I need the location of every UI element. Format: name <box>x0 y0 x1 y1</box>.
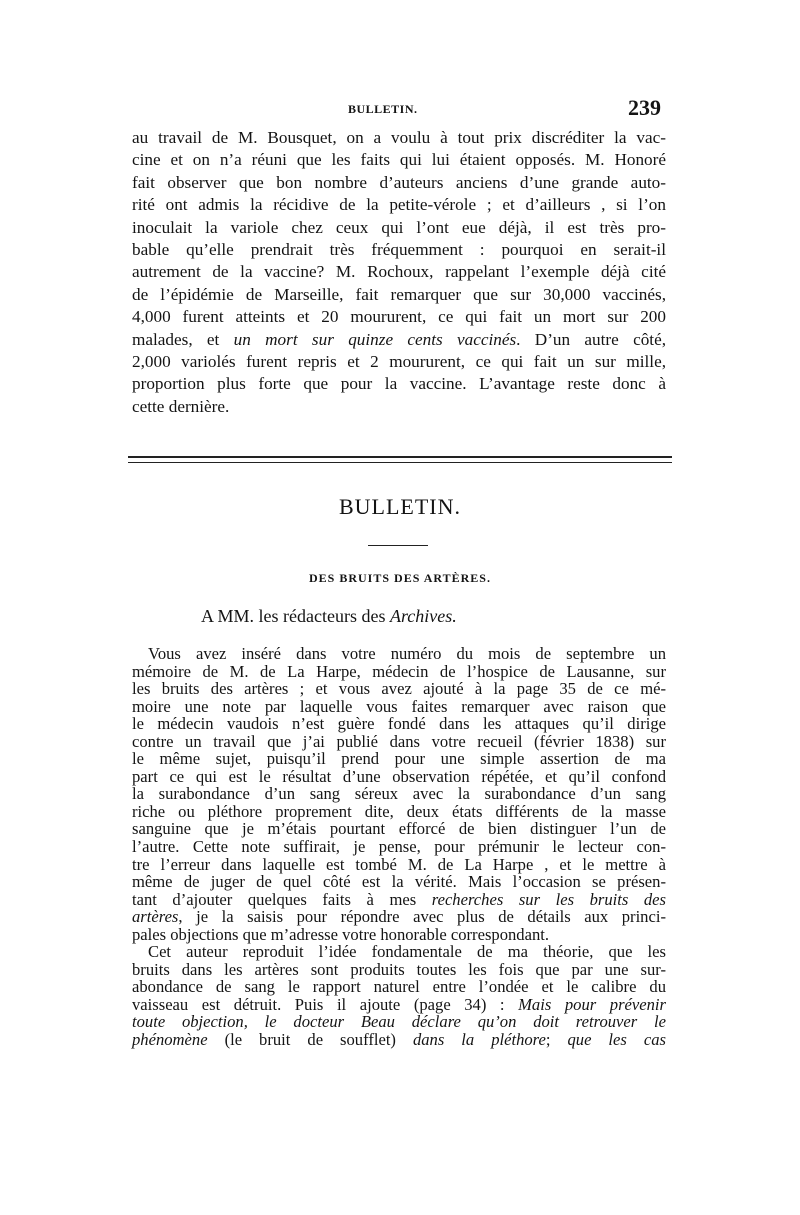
text-line: abondance de sang le rapport naturel entre l’ondée et le calibre du <box>132 977 666 997</box>
text-line: 2,000 variolés furent repris et 2 moururent, ce qui fait un sur mille, <box>132 351 666 371</box>
italic-phrase: Mais pour prévenir <box>518 994 666 1014</box>
text-line <box>132 329 666 351</box>
text-line: contre un travail que j’ai publié dans votre recueil (février 1838) sur <box>132 731 666 751</box>
italic-phrase: phénomène <box>132 1030 208 1050</box>
paragraph-continued <box>132 127 666 418</box>
text-line: pales objections que m’adresse votre honorable correspondant. <box>132 924 550 944</box>
text-line <box>132 908 666 926</box>
section-divider <box>128 456 672 463</box>
text-line <box>132 1013 666 1031</box>
text-line: mémoire de M. de La Harpe, médecin de l’hospice de Lausanne, sur <box>132 661 666 681</box>
text-line: moire une note par laquelle vous faites remarquer avec raison que <box>132 696 666 716</box>
text-line: proportion plus forte que pour la vaccine. L’avantage reste donc à <box>132 374 666 394</box>
text-line: l’autre. Cette note suffirait, je pense, pour prémunir le lecteur con- <box>132 837 666 857</box>
text-line: Cet auteur reproduit l’idée fondamentale de ma théorie, que les <box>148 942 666 962</box>
italic-phrase: recherches sur les bruits des <box>431 889 666 909</box>
journal-name: Archives. <box>389 606 457 626</box>
salutation <box>201 606 457 627</box>
text-line: les bruits des artères ; et vous avez ajouté à la page 35 de ce mé- <box>132 679 666 699</box>
text-line: tre l’erreur dans laquelle est tombé M. de La Harpe , et le mettre à <box>132 854 666 874</box>
letter-body <box>132 645 666 1049</box>
text-line: le médecin vaudois n’est guère fondé dans les attaques qu’il dirige <box>132 714 666 734</box>
text-run: malades, et <box>132 329 234 349</box>
text-line: la surabondance d’un sang séreux avec la surabondance d’un sang <box>132 784 666 804</box>
text-line: bable qu’elle prendrait très fréquemment : pourquoi en serait-il <box>132 239 666 259</box>
text-line: autrement de la vaccine? M. Rochoux, rappelant l’exemple déjà cité <box>132 262 666 282</box>
text-line: cette dernière. <box>132 396 230 416</box>
article-title: DES BRUITS DES ARTÈRES. <box>309 571 491 585</box>
text-line: rité ont admis la récidive de la petite-vérole ; et d’ailleurs , si l’on <box>132 195 666 215</box>
text-line <box>132 1031 666 1049</box>
italic-phrase: que les cas <box>567 1030 666 1050</box>
text-line: le même sujet, puisqu’il prend pour une simple assertion de ma <box>132 749 666 769</box>
text-run: . D’un autre côté, <box>516 329 666 349</box>
text-line: part ce qui est le résultat d’une observation répétée, et qu’il confond <box>132 766 666 786</box>
text-line: 4,000 furent atteints et 20 moururent, ce qui fait un mort sur 200 <box>132 307 666 327</box>
text-line <box>132 996 666 1014</box>
italic-phrase: dans la pléthore <box>412 1030 546 1050</box>
salutation-text: A MM. les rédacteurs des <box>201 606 390 626</box>
text-run: (le bruit de soufflet) <box>207 1030 413 1050</box>
page-number: 239 <box>628 95 661 120</box>
text-line: bruits dans les artères sont produits toutes les fois que par une sur- <box>132 959 666 979</box>
text-line: fait observer que bon nombre d’auteurs anciens d’une grande auto- <box>132 172 666 192</box>
text-run: , je la saisis pour répondre avec plus de détails aux princi- <box>178 907 666 927</box>
text-line: même de juger de quel côté est la vérité. Mais l’occasion se présen- <box>132 872 666 892</box>
text-line: au travail de M. Bousquet, on a voulu à tout prix discréditer la vac- <box>132 128 666 147</box>
text-run: vaisseau est détruit. Puis il ajoute (page 34) : <box>132 994 519 1014</box>
text-line: inoculait la variole chez ceux qui l’ont eue déjà, il est très pro- <box>132 217 666 237</box>
italic-phrase: toute objection, le docteur Beau déclare qu’on doit retrouver le <box>132 1012 666 1032</box>
text-run: ; <box>545 1030 568 1050</box>
text-line <box>132 891 666 909</box>
section-title: BULLETIN. <box>338 494 462 519</box>
text-line: de l’épidémie de Marseille, fait remarquer que sur 30,000 vaccinés, <box>132 284 666 304</box>
running-head: BULLETIN. <box>348 102 418 116</box>
title-rule <box>368 545 428 546</box>
text-line: riche ou pléthore proprement dite, deux états différents de la masse <box>132 801 666 821</box>
text-run: tant d’ajouter quelques faits à mes <box>132 889 432 909</box>
text-line: Vous avez inséré dans votre numéro du mois de septembre un <box>148 644 666 663</box>
italic-phrase: un mort sur quinze cents vaccinés <box>233 329 517 349</box>
italic-phrase: artères <box>132 907 179 927</box>
text-line: sanguine que je m’étais pourtant efforcé de bien distinguer l’un de <box>132 819 666 839</box>
text-line: cine et on n’a réuni que les faits qui lui étaient opposés. M. Honoré <box>132 150 666 170</box>
